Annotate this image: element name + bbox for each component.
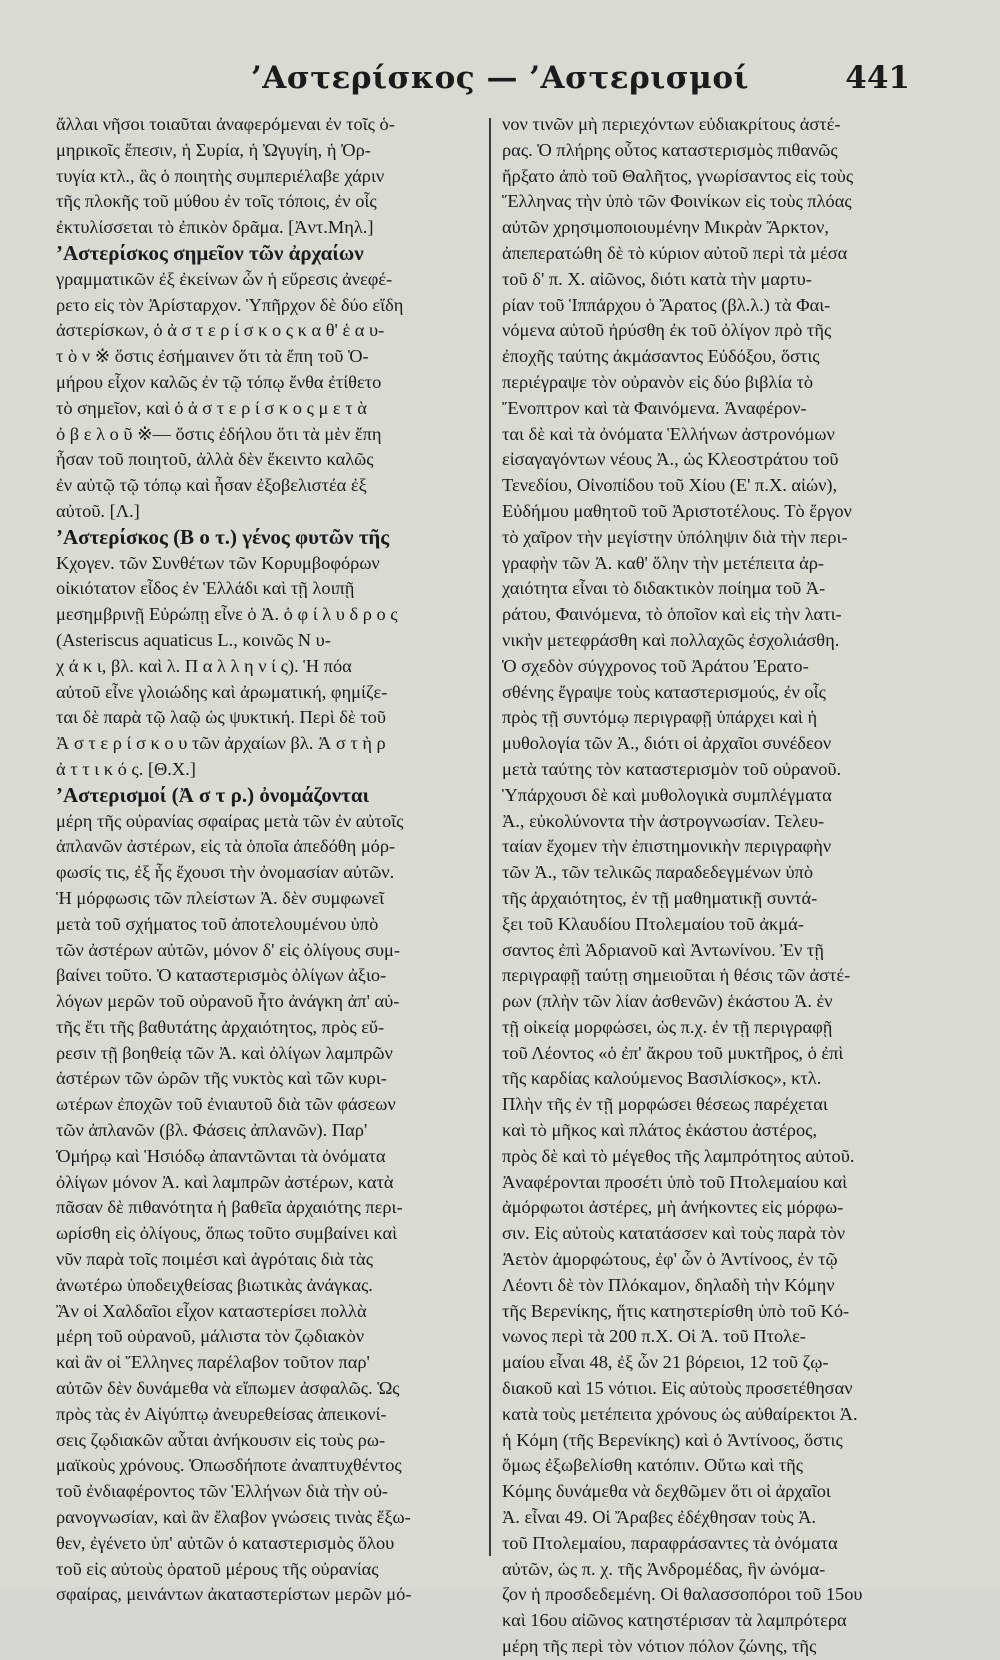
text-line: τῇ οἰκείᾳ μορφώσει, ὡς π.χ. ἐν τῇ περιγραφῇ — [502, 1016, 833, 1037]
text-line: πρὸς δὲ καὶ τὸ μέγεθος τῆς λαμπρότητος αὐτοῦ. — [502, 1145, 855, 1166]
text-line: νωνος περὶ τὰ 200 π.Χ. Οἱ Ἀ. τοῦ Πτολε- — [502, 1326, 806, 1347]
text-line: ’Αστερισμοί (Ἀ σ τ ρ.) ὀνομάζονται — [56, 782, 370, 807]
text-line: τ ὸ ν ※ ὅστις ἐσήμαινεν ὅτι τὰ ἔπη τοῦ Ὁ- — [56, 346, 369, 367]
text-line: χ ά κ ι, βλ. καὶ λ. Π α λ λ η ν ί ς). Ἡ πόα — [56, 655, 352, 676]
text-line: λόγων μερῶν τοῦ οὐρανοῦ ἦτο ἀνάγκη ἀπ' αὐ- — [56, 991, 400, 1012]
text-line: Κόμης δυνάμεθα νὰ δεχθῶμεν ὅτι οἱ ἀρχαῖοι — [502, 1481, 831, 1502]
text-line: ὀ β ε λ ο ῦ ※— ὅστις ἐδήλου ὅτι τὰ μὲν ἔπη — [56, 423, 382, 444]
text-line: ἐποχῆς ταύτης ἀκμάσαντος Εὐδόξου, ὅστις — [502, 346, 820, 367]
text-line: τῆς Βερενίκης, ἥτις κατηστερίσθη ὑπὸ τοῦ Κό- — [502, 1300, 850, 1321]
text-line: τῶν Ἀ., τῶν τελικῶς παραδεδεγμένων ὑπὸ — [502, 862, 814, 883]
text-line: Κχογεν. τῶν Συνθέτων τῶν Κορυμβοφόρων — [56, 552, 380, 573]
text-line: Λέοντι δὲ τὸν Πλόκαμον, δηλαδὴ τὴν Κόμην — [502, 1274, 835, 1295]
text-line: Ἔνοπτρον καὶ τὰ Φαινόμενα. Ἀναφέρον- — [502, 397, 807, 418]
text-line: καὶ 16ου αἰῶνος κατηστέρισαν τὰ λαμπρότερα — [502, 1610, 847, 1631]
text-line: τῶν ἀπλανῶν (βλ. Φάσεις ἀπλανῶν). Παρ' — [56, 1120, 368, 1141]
text-line: μαϊκοὺς χρόνους. Ὁπωσδήποτε ἀναπτυχθέντος — [56, 1455, 402, 1476]
text-line: τῆς καρδίας καλούμενος Βασιλίσκος», κτλ. — [502, 1068, 822, 1089]
text-line: (Asteriscus aquaticus L., κοινῶς Ν υ- — [56, 629, 331, 650]
text-line: σεις ζῳδιακῶν αὗται ἀνήκουσιν εἰς τοὺς ρω- — [56, 1429, 386, 1450]
text-line: σαντος ἐπὶ Ἀδριανοῦ καὶ Ἀντωνίνου. Ἐν τῇ — [502, 939, 824, 960]
text-line: τοῦ εἰς αὐτοὺς ὁρατοῦ μέρους τῆς οὐρανίας — [56, 1558, 379, 1579]
text-line: χαιότητα εἶναι τὸ διδακτικὸν ποίημα τοῦ Ἀ- — [502, 578, 826, 599]
text-line: ωρίσθη εἰς ὀλίγους, ὅπως τοῦτο συμβαίνει καὶ — [56, 1223, 398, 1244]
running-title: ’Αστερίσκος — ’Αστερισμοί — [251, 60, 749, 96]
text-line: τοῦ ἐνδιαφέροντος τῶν Ἑλλήνων διὰ τὴν οὐ- — [56, 1481, 389, 1502]
text-line: Ἀετὸν ἀμορφώτους, ἐφ' ὧν ὁ Ἀντίνοος, ἐν τῷ — [502, 1249, 838, 1270]
text-line: Ἂν οἱ Χαλδαῖοι εἶχον καταστερίσει πολλὰ — [56, 1300, 367, 1321]
text-line: φωσίς τις, ἐξ ἧς ἔχουσι τὴν ὀνομασίαν αὐτῶν. — [56, 862, 395, 883]
text-line: τυγία κτλ., ἃς ὁ ποιητὴς συμπεριέλαβε χάριν — [56, 165, 385, 186]
text-line: καὶ ἂν οἱ Ἕλληνες παρέλαβον τοῦτον παρ' — [56, 1352, 370, 1373]
text-line: μέρη τῆς οὐρανίας σφαίρας μετὰ τῶν ἐν αὐτοῖς — [56, 810, 404, 831]
text-line: αὐτῶν δὲν δυνάμεθα νὰ εἴπωμεν ἀσφαλῶς. Ὡς — [56, 1378, 400, 1399]
right-text-column — [502, 112, 922, 1660]
left-text-column — [56, 112, 480, 1608]
text-line: Ὁ σχεδὸν σύγχρονος τοῦ Ἀράτου Ἐρατο- — [502, 655, 809, 676]
text-line: ρας. Ὁ πλήρης οὗτος καταστερισμὸς πιθανῶς — [502, 139, 838, 160]
text-line: ἀνωτέρω ὑποδειχθείσας βιωτικὰς ἀνάγκας. — [56, 1274, 373, 1295]
text-line: ἐκτυλίσσεται τὸ ἐπικὸν δρᾶμα. [Ἀντ.Μηλ.] — [56, 217, 374, 238]
text-line: σιν. Εἰς αὐτοὺς κατατάσσεν καὶ τοὺς παρὰ τὸν — [502, 1223, 846, 1244]
text-line: μετὰ τοῦ σχήματος τοῦ ἀποτελουμένου ὑπὸ — [56, 913, 379, 934]
column-divider — [489, 118, 491, 1556]
text-line: ὀλίγων μόνον Ἀ. καὶ λαμπρῶν ἀστέρων, κατὰ — [56, 1171, 394, 1192]
text-line: ἡ Κόμη (τῆς Βερενίκης) καὶ ὁ Ἀντίνοος, ὅστις — [502, 1429, 843, 1450]
text-line: πρὸς τὰς ἐν Αἰγύπτῳ ἀνευρεθείσας ἀπεικονί- — [56, 1403, 387, 1424]
text-line: νόμενα αὐτοῦ ἠρύσθη ἐκ τοῦ ὀλίγον πρὸ τῆς — [502, 320, 832, 341]
text-line: τῆς ἀρχαιότητος, ἐν τῇ μαθηματικῇ συντά- — [502, 887, 818, 908]
text-line: ἄλλαι νῆσοι τοιαῦται ἀναφερόμεναι ἐν τοῖς ὁ- — [56, 114, 395, 134]
text-line: ’Αστερίσκος (Β ο τ.) γένος φυτῶν τῆς — [56, 524, 390, 549]
text-line: Ἀ σ τ ε ρ ί σ κ ο υ τῶν ἀρχαίων βλ. Ἀ σ τ ὴ ρ — [56, 733, 386, 754]
text-line: μέρη τοῦ οὐρανοῦ, μάλιστα τὸν ζῳδιακὸν — [56, 1326, 365, 1347]
text-line: βαίνει τοῦτο. Ὁ καταστερισμὸς ὀλίγων ἀξιο- — [56, 965, 387, 986]
text-line: θεν, ἐγένετο ὑπ' αὐτῶν ὁ καταστερισμὸς ὅλου — [56, 1532, 395, 1553]
text-line: ται δὲ παρὰ τῷ λαῷ ὡς ψυκτική. Περὶ δὲ τοῦ — [56, 707, 386, 728]
text-line: πᾶσαν δὲ πιθανότητα ἡ βαθεῖα ἀρχαιότης περι- — [56, 1197, 403, 1218]
page-number: 441 — [845, 60, 910, 96]
text-line: πρὸς τῇ συντόμῳ περιγραφῇ ὑπάρχει καὶ ἡ — [502, 707, 818, 728]
text-line: αὐτοῦ. [Λ.] — [56, 500, 140, 521]
text-line: μηρικοῖς ἔπεσιν, ἡ Συρία, ἡ Ὠγυγίη, ἡ Ὀρ- — [56, 139, 371, 160]
text-line: ρων (πλὴν τῶν λίαν ἀσθενῶν) ἑκάστου Ἀ. ἐν — [502, 991, 833, 1012]
text-line: τῆς ἔτι τῆς βαθυτάτης ἀρχαιότητος, πρὸς εὔ- — [56, 1016, 385, 1037]
text-line: ἀστέρων τῶν ὡρῶν τῆς νυκτὸς καὶ τῶν κυρι- — [56, 1068, 387, 1089]
text-line: γραφὴν τῶν Ἀ. καθ' ὅλην τὴν μετέπειτα ἀρ- — [502, 552, 825, 573]
text-line: ἀπλανῶν ἀστέρων, εἰς τὰ ὁποῖα ἀπεδόθη μόρ- — [56, 836, 396, 857]
text-line: ρετο εἰς τὸν Ἀρίσταρχον. Ὑπῆρχον δὲ δύο εἴδη — [56, 294, 404, 315]
text-line: ’Αστερίσκος σημεῖον τῶν ἀρχαίων — [56, 240, 364, 265]
text-line: Ὑπάρχουσι δὲ καὶ μυθολογικὰ συμπλέγματα — [502, 784, 832, 805]
text-line: μυθολογία τῶν Ἀ., διότι οἱ ἀρχαῖοι συνέδεον — [502, 733, 832, 754]
text-line: νικὴν μετεφράσθη καὶ πολλαχῶς ἐσχολιάσθη. — [502, 629, 840, 650]
text-line: ἦσαν τοῦ ποιητοῦ, ἀλλὰ δὲν ἔκειντο καλῶς — [56, 449, 374, 470]
text-line: σφαίρας, μεινάντων ἀκαταστερίστων μερῶν μό- — [56, 1584, 412, 1605]
text-line: Ἀ., εὐκολύνοντα τὴν ἀστρογνωσίαν. Τελευ- — [502, 810, 825, 831]
text-line: Εὐδήμου μαθητοῦ τοῦ Ἀριστοτέλους. Τὸ ἔργον — [502, 500, 852, 521]
text-line: Ἡ μόρφωσις τῶν πλείστων Ἀ. δὲν συμφωνεῖ — [56, 887, 385, 908]
text-line: ζον ἡ προσδεδεμένη. Οἱ θαλασσοπόροι τοῦ 15ου — [502, 1584, 863, 1605]
text-line: σθένης ἔγραψε τοὺς καταστερισμούς, ἐν οἷς — [502, 681, 826, 702]
text-line: ρίαν τοῦ Ἱππάρχου ὁ Ἄρατος (βλ.λ.) τὰ Φαι- — [502, 294, 831, 315]
text-line: ἀμόρφωτοι ἀστέρες, μὴ ἀνήκοντες εἰς μόρφω- — [502, 1197, 844, 1218]
text-line: αὐτῶν χρησιμοποιουμένην Μικρὰν Ἄρκτον, — [502, 217, 829, 238]
text-line: μετὰ ταύτης τὸν καταστερισμὸν τοῦ οὐρανοῦ. — [502, 758, 842, 779]
text-line: κατὰ τοὺς μετέπειτα χρόνους ὡς αὐθαίρεκτοι Ἀ. — [502, 1403, 858, 1424]
text-line: ἀ τ τ ι κ ό ς. [Θ.Χ.] — [56, 758, 196, 779]
text-line: ξει τοῦ Κλαυδίου Πτολεμαίου τοῦ ἀκμά- — [502, 913, 804, 934]
text-line: τῶν ἀστέρων αὐτῶν, μόνον δ' εἰς ὀλίγους συμ- — [56, 939, 400, 960]
text-line: ἐν αὐτῷ τῷ τόπῳ καὶ ἦσαν ἐξοβελιστέα ἐξ — [56, 475, 367, 496]
text-line: τὸ χαῖρον τὴν μεγίστην ὑπόληψιν διὰ τὴν περι- — [502, 526, 848, 547]
text-line: γραμματικῶν ἐξ ἐκείνων ὧν ἡ εὕρεσις ἀνεφέ- — [56, 268, 393, 289]
text-line: μεσημβρινῇ Εὐρώπῃ εἶνε ὁ Ἀ. ὁ φ ί λ υ δ ρ ο ς — [56, 604, 398, 625]
text-line: Ἀ. εἶναι 49. Οἱ Ἄραβες ἐδέχθησαν τοὺς Ἀ. — [502, 1507, 816, 1528]
text-line: ωτέρων ἐποχῶν τοῦ ἐνιαυτοῦ διὰ τῶν φάσεων — [56, 1094, 396, 1115]
text-line: Ἀναφέρονται προσέτι ὑπὸ τοῦ Πτολεμαίου καὶ — [502, 1171, 848, 1192]
text-line: νον τινῶν μὴ περιεχόντων εὐδιακρίτους ἀστέ- — [502, 114, 841, 134]
text-line: μέρη τῆς περὶ τὸν νότιον πόλον ζώνης, τῆς — [502, 1636, 817, 1657]
text-line: ρανογνωσίαν, καὶ ἂν ἔλαβον γνώσεις τινὰς ἔξω- — [56, 1507, 411, 1528]
text-line: ἀστερίσκων, ὁ ἀ σ τ ε ρ ί σ κ ο ς κ α θ' ἑ α υ- — [56, 320, 385, 341]
text-line: τοῦ δ' π. Χ. αἰῶνος, διότι κατὰ τὴν μαρτυ- — [502, 268, 812, 289]
text-line: ρεσιν τῇ βοηθείᾳ τῶν Ἀ. καὶ ὀλίγων λαμπρῶν — [56, 1042, 393, 1063]
text-line: ἀπεπερατώθη δὲ τὸ κύριον αὐτοῦ περὶ τὰ μέσα — [502, 242, 848, 263]
text-line: ράτου, Φαινόμενα, τὸ ὁποῖον καὶ εἰς τὴν λατι- — [502, 604, 842, 625]
text-line: ἤρξατο ἀπὸ τοῦ Θαλῆτος, γνωρίσαντος εἰς τοὺς — [502, 165, 854, 186]
text-line: ὅμως ἐξωβελίσθη κατόπιν. Οὕτω καὶ τῆς — [502, 1455, 804, 1476]
text-line: αὐτοῦ εἶνε γλοιώδης καὶ ἀρωματική, φημίζε- — [56, 681, 388, 702]
text-line: ταίαν ἔχομεν τὴν ἐπιστημονικὴν περιγραφὴν — [502, 836, 832, 857]
text-line: εἰσαγαγόντων νέους Ἀ., ὡς Κλεοστράτου τοῦ — [502, 449, 839, 470]
text-line: αὐτῶν, ὡς π. χ. τῆς Ἀνδρομέδας, ἣν ὠνόμα- — [502, 1558, 826, 1579]
text-line: καὶ τὸ μῆκος καὶ πλάτος ἑκάστου ἀστέρος, — [502, 1120, 818, 1141]
text-line: περιγραφῇ ταύτῃ σημειοῦται ἡ θέσις τῶν ἀστέ- — [502, 965, 851, 986]
text-line: τῆς πλοκῆς τοῦ μύθου ἐν τοῖς τόποις, ἐν οἷς — [56, 191, 377, 212]
text-line: μαίου εἶναι 48, ἐξ ὧν 21 βόρειοι, 12 τοῦ ζῳ- — [502, 1352, 829, 1373]
text-line: Ὁμήρῳ καὶ Ἡσιόδῳ ἀπαντῶνται τὰ ὀνόματα — [56, 1145, 386, 1166]
text-line: Πλὴν τῆς ἐν τῇ μορφώσει θέσεως παρέχεται — [502, 1094, 828, 1115]
text-line: οἰκιότατον εἶδος ἐν Ἑλλάδι καὶ τῇ λοιπῇ — [56, 578, 355, 599]
text-line: τοῦ Λέοντος «ὁ ἐπ' ἄκρου τοῦ μυκτῆρος, ὁ ἐπὶ — [502, 1042, 844, 1063]
text-line: Τενεδίου, Οἰνοπίδου τοῦ Χίου (Ε' π.Χ. αἰών), — [502, 475, 838, 496]
page-header — [0, 52, 1000, 102]
text-line: ται δὲ καὶ τὰ ὀνόματα Ἑλλήνων ἀστρονόμων — [502, 423, 835, 444]
text-line: διακοῦ καὶ 15 νότιοι. Εἰς αὐτοὺς προσετέθησαν — [502, 1378, 853, 1399]
text-line: Ἕλληνας τὴν ὑπὸ τῶν Φοινίκων εἰς τοὺς πλόας — [502, 191, 852, 212]
text-line: περιέγραψε τὸν οὐρανὸν εἰς δύο βιβλία τὸ — [502, 371, 814, 392]
text-line: μήρου εἶχον καλῶς ἐν τῷ τόπῳ ἔνθα ἐτίθετο — [56, 371, 382, 392]
text-line: νῦν παρὰ τοῖς ποιμέσι καὶ ἀγρόταις διὰ τὰς — [56, 1249, 373, 1270]
text-line: τὸ σημεῖον, καὶ ὁ ἀ σ τ ε ρ ί σ κ ο ς μ ε τ ὰ — [56, 397, 367, 418]
text-line: τοῦ Πτολεμαίου, παραφράσαντες τὰ ὀνόματα — [502, 1532, 838, 1553]
